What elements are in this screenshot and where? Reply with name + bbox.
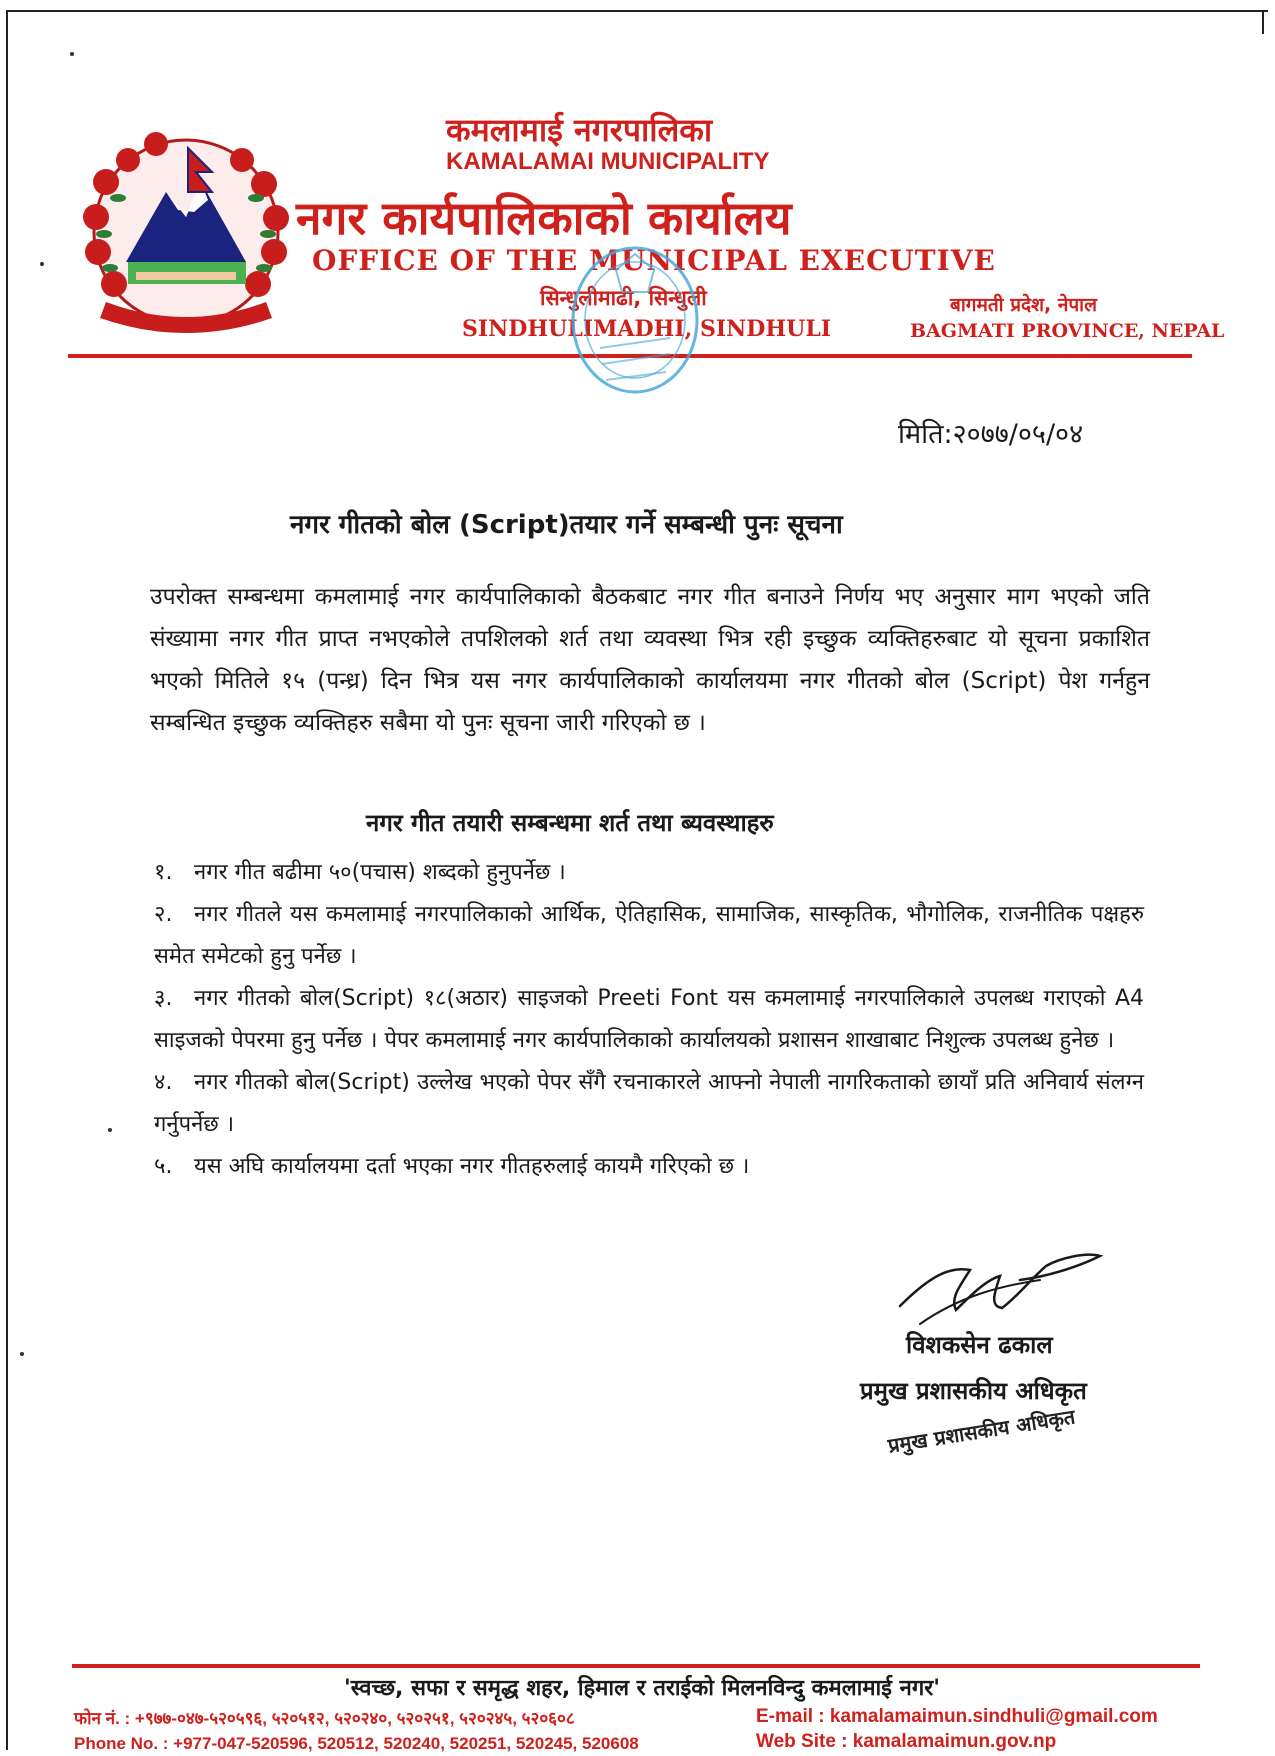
scan-speck (20, 1352, 24, 1356)
scan-speck (108, 1128, 112, 1132)
footer-contact (756, 1704, 1158, 1754)
condition-item (154, 852, 1144, 894)
website-link[interactable]: Web Site : kamalamaimun.gov.np (756, 1731, 1057, 1752)
condition-item (154, 978, 1144, 1062)
footer-slogan: 'स्वच्छ, सफा र समृद्ध शहर, हिमाल र तराईको मिलनविन्दु कमलामाई नगर' (344, 1676, 940, 1701)
signatory-title: प्रमुख प्रशासकीय अधिकृत (860, 1377, 1087, 1405)
notice-date: मिति:२०७७/०५/०४ (898, 419, 1084, 450)
condition-text: नगर गीतको बोल(Script) १८(अठार) साइजको Preeti Font यस कमलामाई नगरपालिकाले उपलब्ध गराएको A4 साइजको पेपरमा हुनु पर्नेछ । पेपर कमलामाई नगर कार्यपालिकाको कार्यालयको प्रशासन शाखाबाट निशुल्क उपलब्ध हुनेछ । (154, 986, 1144, 1053)
office-stamp-icon (566, 240, 704, 420)
condition-number: २. (154, 902, 173, 927)
location-en: SINDHULIMADHI, SINDHULI (462, 316, 832, 342)
province-np: बागमती प्रदेश, नेपाल (950, 294, 1097, 316)
footer-phone (74, 1706, 639, 1756)
email-link[interactable]: E-mail : kamalamaimun.sindhuli@gmail.com (756, 1706, 1158, 1727)
condition-item (154, 1146, 1144, 1188)
province-en: BAGMATI PROVINCE, NEPAL (910, 320, 1225, 342)
scan-border (1262, 10, 1264, 34)
conditions-title: नगर गीत तयारी सम्बन्धमा शर्त तथा ब्यवस्थाहरु (366, 809, 774, 837)
municipality-name-en: KAMALAMAI MUNICIPALITY (446, 148, 770, 175)
condition-item (154, 894, 1144, 978)
signatory-stamp: प्रमुख प्रशासकीय अधिकृत (886, 1404, 1077, 1458)
phone-np: फोन नं. : +९७७-०४७-५२०५९६, ५२०५१२, ५२०२४०, ५२०२५१, ५२०२४५, ५२०६०८ (74, 1709, 575, 1728)
conditions-list (154, 852, 1144, 1188)
signature-icon (890, 1236, 1110, 1336)
condition-text: नगर गीतको बोल(Script) उल्लेख भएको पेपर सँगै रचनाकारले आफ्नो नेपाली नागरिकताको छायाँ प्रति अनिवार्य संलग्न गर्नुपर्नेछ । (154, 1070, 1144, 1137)
municipality-name-np: कमलामाई नगरपालिका (446, 111, 713, 149)
scan-speck (40, 262, 44, 266)
notice-subject: नगर गीतको बोल (Script)तयार गर्ने सम्बन्धी पुनः सूचना (290, 510, 843, 540)
scan-border (6, 10, 1268, 12)
phone-en: Phone No. : +977-047-520596, 520512, 520240, 520251, 520245, 520608 (74, 1734, 639, 1753)
condition-text: नगर गीत बढीमा ५०(पचास) शब्दको हुनुपर्नेछ । (194, 860, 566, 885)
office-name-np: नगर कार्यपालिकाको कार्यालय (296, 191, 792, 245)
notice-body: उपरोक्त सम्बन्धमा कमलामाई नगर कार्यपालिकाको बैठकबाट नगर गीत बनाउने निर्णय भए अनुसार माग भएको जति संख्यामा नगर गीत प्राप्त नभएकोले तपशिलको शर्त तथा व्यवस्था भित्र रही इच्छुक व्यक्तिहरुबाट यो सूचना प्रकाशित भएको मितिले १५ (पन्ध्र) दिन भित्र यस नगर कार्यपालिकाको कार्यालयमा नगर गीतको बोल (Script) पेश गर्नहुन सम्बन्धित इच्छुक व्यक्तिहरु सबैमा यो पुनः सूचना जारी गरिएको छ । (150, 584, 1150, 736)
location-np: सिन्धुलीमाढी, सिन्धुली (540, 286, 707, 310)
scan-border (6, 10, 8, 1750)
condition-number: १. (154, 860, 173, 885)
footer-divider (72, 1664, 1200, 1668)
office-name-en: OFFICE OF THE MUNICIPAL EXECUTIVE (312, 244, 996, 277)
nepal-emblem-icon (66, 122, 306, 342)
condition-number: ४. (154, 1070, 173, 1095)
condition-number: ५. (154, 1154, 173, 1179)
condition-text: नगर गीतले यस कमलामाई नगरपालिकाको आर्थिक, ऐतिहासिक, सामाजिक, सास्कृतिक, भौगोलिक, राजनीतिक पक्षहरु समेत समेटको हुनु पर्नेछ । (154, 902, 1144, 969)
condition-item (154, 1062, 1144, 1146)
condition-text: यस अघि कार्यालयमा दर्ता भएका नगर गीतहरुलाई कायमै गरिएको छ । (194, 1154, 750, 1179)
scan-speck (70, 52, 74, 56)
signatory-name: विशकसेन ढकाल (906, 1331, 1053, 1359)
condition-number: ३. (154, 986, 173, 1011)
